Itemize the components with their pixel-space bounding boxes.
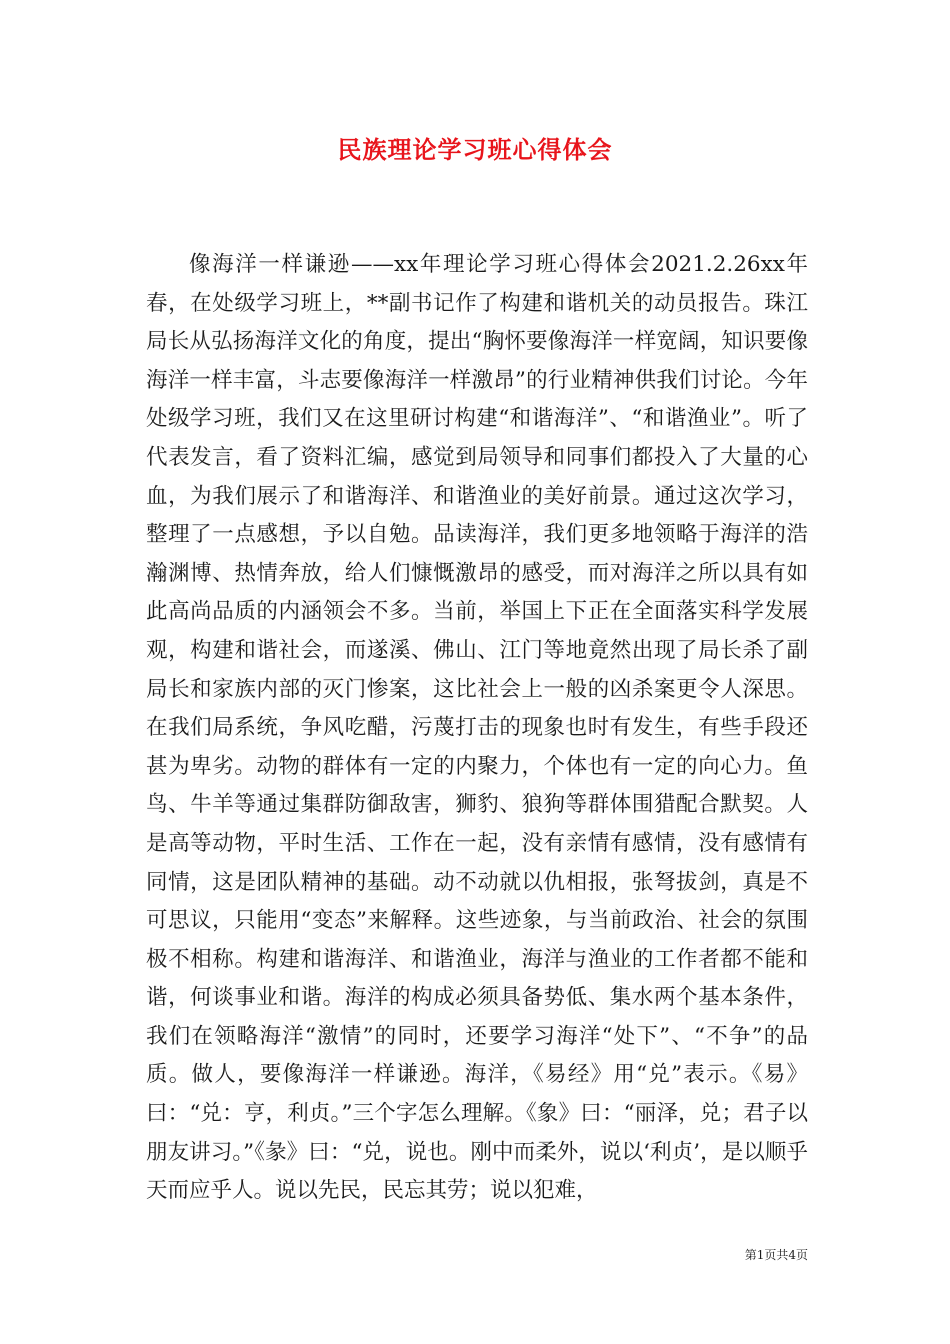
document-body-paragraph: 像海洋一样谦逊——xx年理论学习班心得体会2021.2.26xx年春，在处级学习班上，**副书记作了构建和谐机关的动员报告。珠江局长从弘扬海洋文化的角度，提出“胸怀要像海洋一样宽阔，知识要像海洋一样丰富，斗志要像海洋一样激昂”的行业精神供我们讨论。今年处级学习班，我们又在这里研讨构建“和谐海洋”、“和谐渔业”。听了代表发言，看了资料汇编，感觉到局领导和同事们都投入了大量的心血，为我们展示了和谐海洋、和谐渔业的美好前景。通过这次学习，整理了一点感想，予以自勉。品读海洋，我们更多地领略于海洋的浩瀚渊博、热情奔放，给人们慷慨激昂的感受，而对海洋之所以具有如此高尚品质的内涵领会不多。当前，举国上下正在全面落实科学发展观，构建和谐社会，而遂溪、佛山、江门等地竟然出现了局长杀了副局长和家族内部的灭门惨案，这比社会上一般的凶杀案更令人深思。在我们局系统，争风吃醋，污蔑打击的现象也时有发生，有些手段还甚为卑劣。动物的群体有一定的内聚力，个体也有一定的向心力。鱼鸟、牛羊等通过集群防御敌害，狮豹、狼狗等群体围猎配合默契。人是高等动物，平时生活、工作在一起，没有亲情有感情，没有感情有同情，这是团队精神的基础。动不动就以仇相报，张弩拔剑，真是不可思议，只能用“变态”来解释。这些迹象，与当前政治、社会的氛围极不相称。构建和谐海洋、和谐渔业，海洋与渔业的工作者都不能和谐，何谈事业和谐。海洋的构成必须具备势低、集水两个基本条件，我们在领略海洋“激情”的同时，还要学习海洋“处下”、“不争”的品质。做人，要像海洋一样谦逊。海洋，《易经》用“兑”表示。《易》曰：“兑：亨，利贞。”三个字怎么理解。《象》曰：“丽泽，兑；君子以朋友讲习。”《彖》曰：“兑，说也。刚中而柔外，说以‘利贞’，是以顺乎天而应乎人。说以先民，民忘其劳；说以犯难， bbox=[146, 252, 808, 1204]
page-number-footer: 第1页共4页 bbox=[744, 1248, 808, 1262]
document-title: 民族理论学习班心得体会 bbox=[337, 135, 613, 164]
